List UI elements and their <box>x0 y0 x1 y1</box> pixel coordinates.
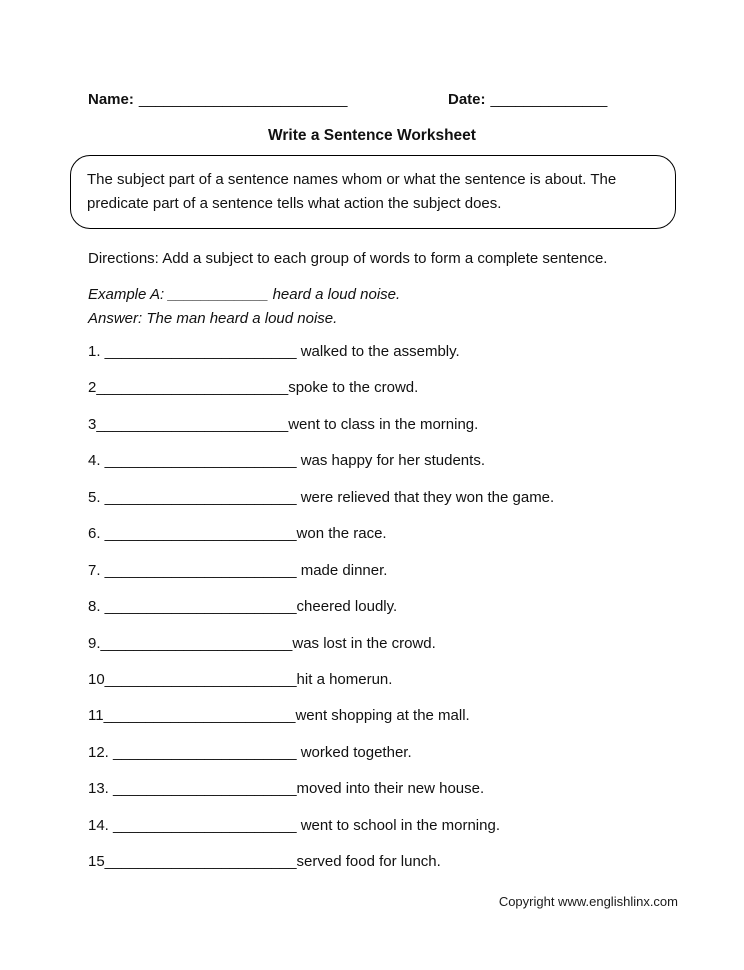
date-field <box>448 91 607 108</box>
sentence-item: 9._______________________was lost in the crowd. <box>88 634 436 652</box>
sentence-item: 2_______________________spoke to the crowd. <box>88 379 419 397</box>
copyright-text: Copyright www.englishlinx.com <box>498 894 678 909</box>
sentence-item: 13. ______________________moved into their new house. <box>88 780 485 798</box>
sentence-item: 6. _______________________won the race. <box>88 525 387 543</box>
sentence-item: 15_______________________served food for lunch. <box>88 853 441 871</box>
date-label: Date: <box>448 91 486 108</box>
example-line: Example A: ____________ heard a loud noise. <box>88 286 401 303</box>
sentence-item: 8. _______________________cheered loudly. <box>88 598 398 616</box>
sentence-item: 12. ______________________ worked together. <box>88 743 412 761</box>
answer-line: Answer: The man heard a loud noise. <box>88 310 338 327</box>
sentence-item: 4. _______________________ was happy for her students. <box>88 452 485 470</box>
date-blank-line: ______________ <box>490 91 608 108</box>
sentence-list <box>88 334 708 881</box>
name-field <box>88 91 347 108</box>
sentence-item: 5. _______________________ were relieved that they won the game. <box>88 488 555 506</box>
name-blank-line: _________________________ <box>138 91 348 108</box>
sentence-item: 11_______________________went shopping at the mall. <box>88 707 470 725</box>
sentence-item: 3_______________________went to class in the morning. <box>88 415 479 433</box>
name-label: Name: <box>88 91 134 108</box>
sentence-item: 1. _______________________ walked to the assembly. <box>88 343 460 360</box>
sentence-item: 7. _______________________ made dinner. <box>88 561 388 579</box>
info-box: The subject part of a sentence names whom or what the sentence is about. The predicate part of a sentence tells what action the subject does. <box>70 155 676 229</box>
sentence-item: 14. ______________________ went to school in the morning. <box>88 816 500 834</box>
page-title: Write a Sentence Worksheet <box>268 127 476 144</box>
sentence-item: 10_______________________hit a homerun. <box>88 670 393 688</box>
directions-text: Directions: Add a subject to each group of words to form a complete sentence. <box>88 250 608 267</box>
